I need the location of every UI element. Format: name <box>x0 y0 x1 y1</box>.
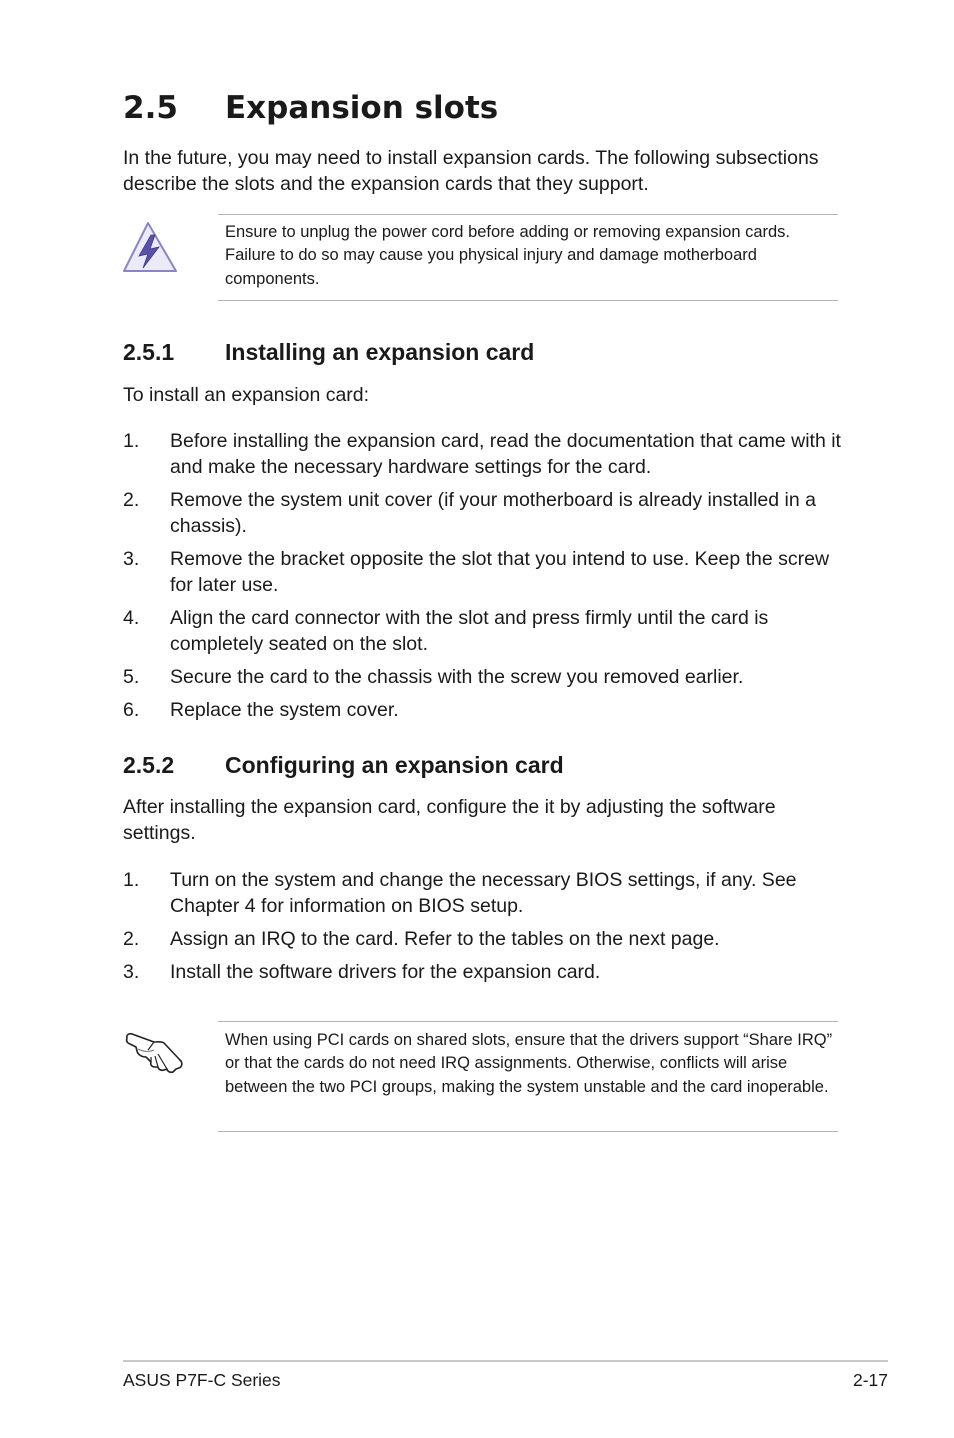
list-item: 3. Remove the bracket opposite the slot that you intend to use. Keep the screw for later use. <box>123 548 830 596</box>
warning-note-text: Ensure to unplug the power cord before adding or removing expansion cards. Failure to do so may cause you physical injury and damage motherboard components. <box>225 223 791 288</box>
install-steps-list <box>123 428 843 730</box>
intro-paragraph: In the future, you may need to install expansion cards. The following subsections describe the slots and the expansion cards that they support. <box>123 147 819 195</box>
subsection-title: Configuring an expansion card <box>225 752 564 778</box>
list-item: 1. Turn on the system and change the necessary BIOS settings, if any. See Chapter 4 for information on BIOS setup. <box>123 869 797 917</box>
list-item: 4. Align the card connector with the slot and press firmly until the card is completely seated on the slot. <box>123 607 769 655</box>
install-lead: To install an expansion card: <box>123 384 370 406</box>
list-item: 2. Remove the system unit cover (if your motherboard is already installed in a chassis). <box>123 489 816 537</box>
subsection-heading-install <box>123 337 534 367</box>
warning-note <box>218 214 838 301</box>
footer-product-name: ASUS P7F-C Series <box>123 1370 281 1390</box>
list-item: 5. Secure the card to the chassis with the screw you removed earlier. <box>123 666 744 688</box>
pointer-note-text: When using PCI cards on shared slots, ensure that the drivers support “Share IRQ” or that the cards do not need IRQ assignments. Otherwise, conflicts will arise between the two PCI groups, making the system unstable and the card inoperable. <box>225 1031 833 1096</box>
pointing-hand-icon <box>124 1030 186 1074</box>
subsection-number: 2.5.2 <box>123 752 175 778</box>
list-item: 2. Assign an IRQ to the card. Refer to the tables on the next page. <box>123 928 720 950</box>
footer-page-number: 2-17 <box>852 1370 888 1390</box>
warning-lightning-icon <box>121 219 179 275</box>
section-number: 2.5 <box>123 90 178 126</box>
pointer-note <box>218 1021 838 1132</box>
subsection-number: 2.5.1 <box>123 339 175 365</box>
list-item: 3. Install the software drivers for the expansion card. <box>123 961 601 983</box>
subsection-heading-configure <box>123 750 564 780</box>
subsection-title: Installing an expansion card <box>225 339 535 365</box>
list-item: 1. Before installing the expansion card, read the documentation that came with it and make the necessary hardware settings for the card. <box>123 430 841 478</box>
configure-steps-list <box>123 867 843 992</box>
page-title <box>123 88 498 128</box>
configure-lead: After installing the expansion card, configure the it by adjusting the software settings. <box>123 796 776 844</box>
section-title: Expansion slots <box>225 90 499 126</box>
footer-divider <box>123 1360 888 1362</box>
list-item: 6. Replace the system cover. <box>123 699 399 721</box>
